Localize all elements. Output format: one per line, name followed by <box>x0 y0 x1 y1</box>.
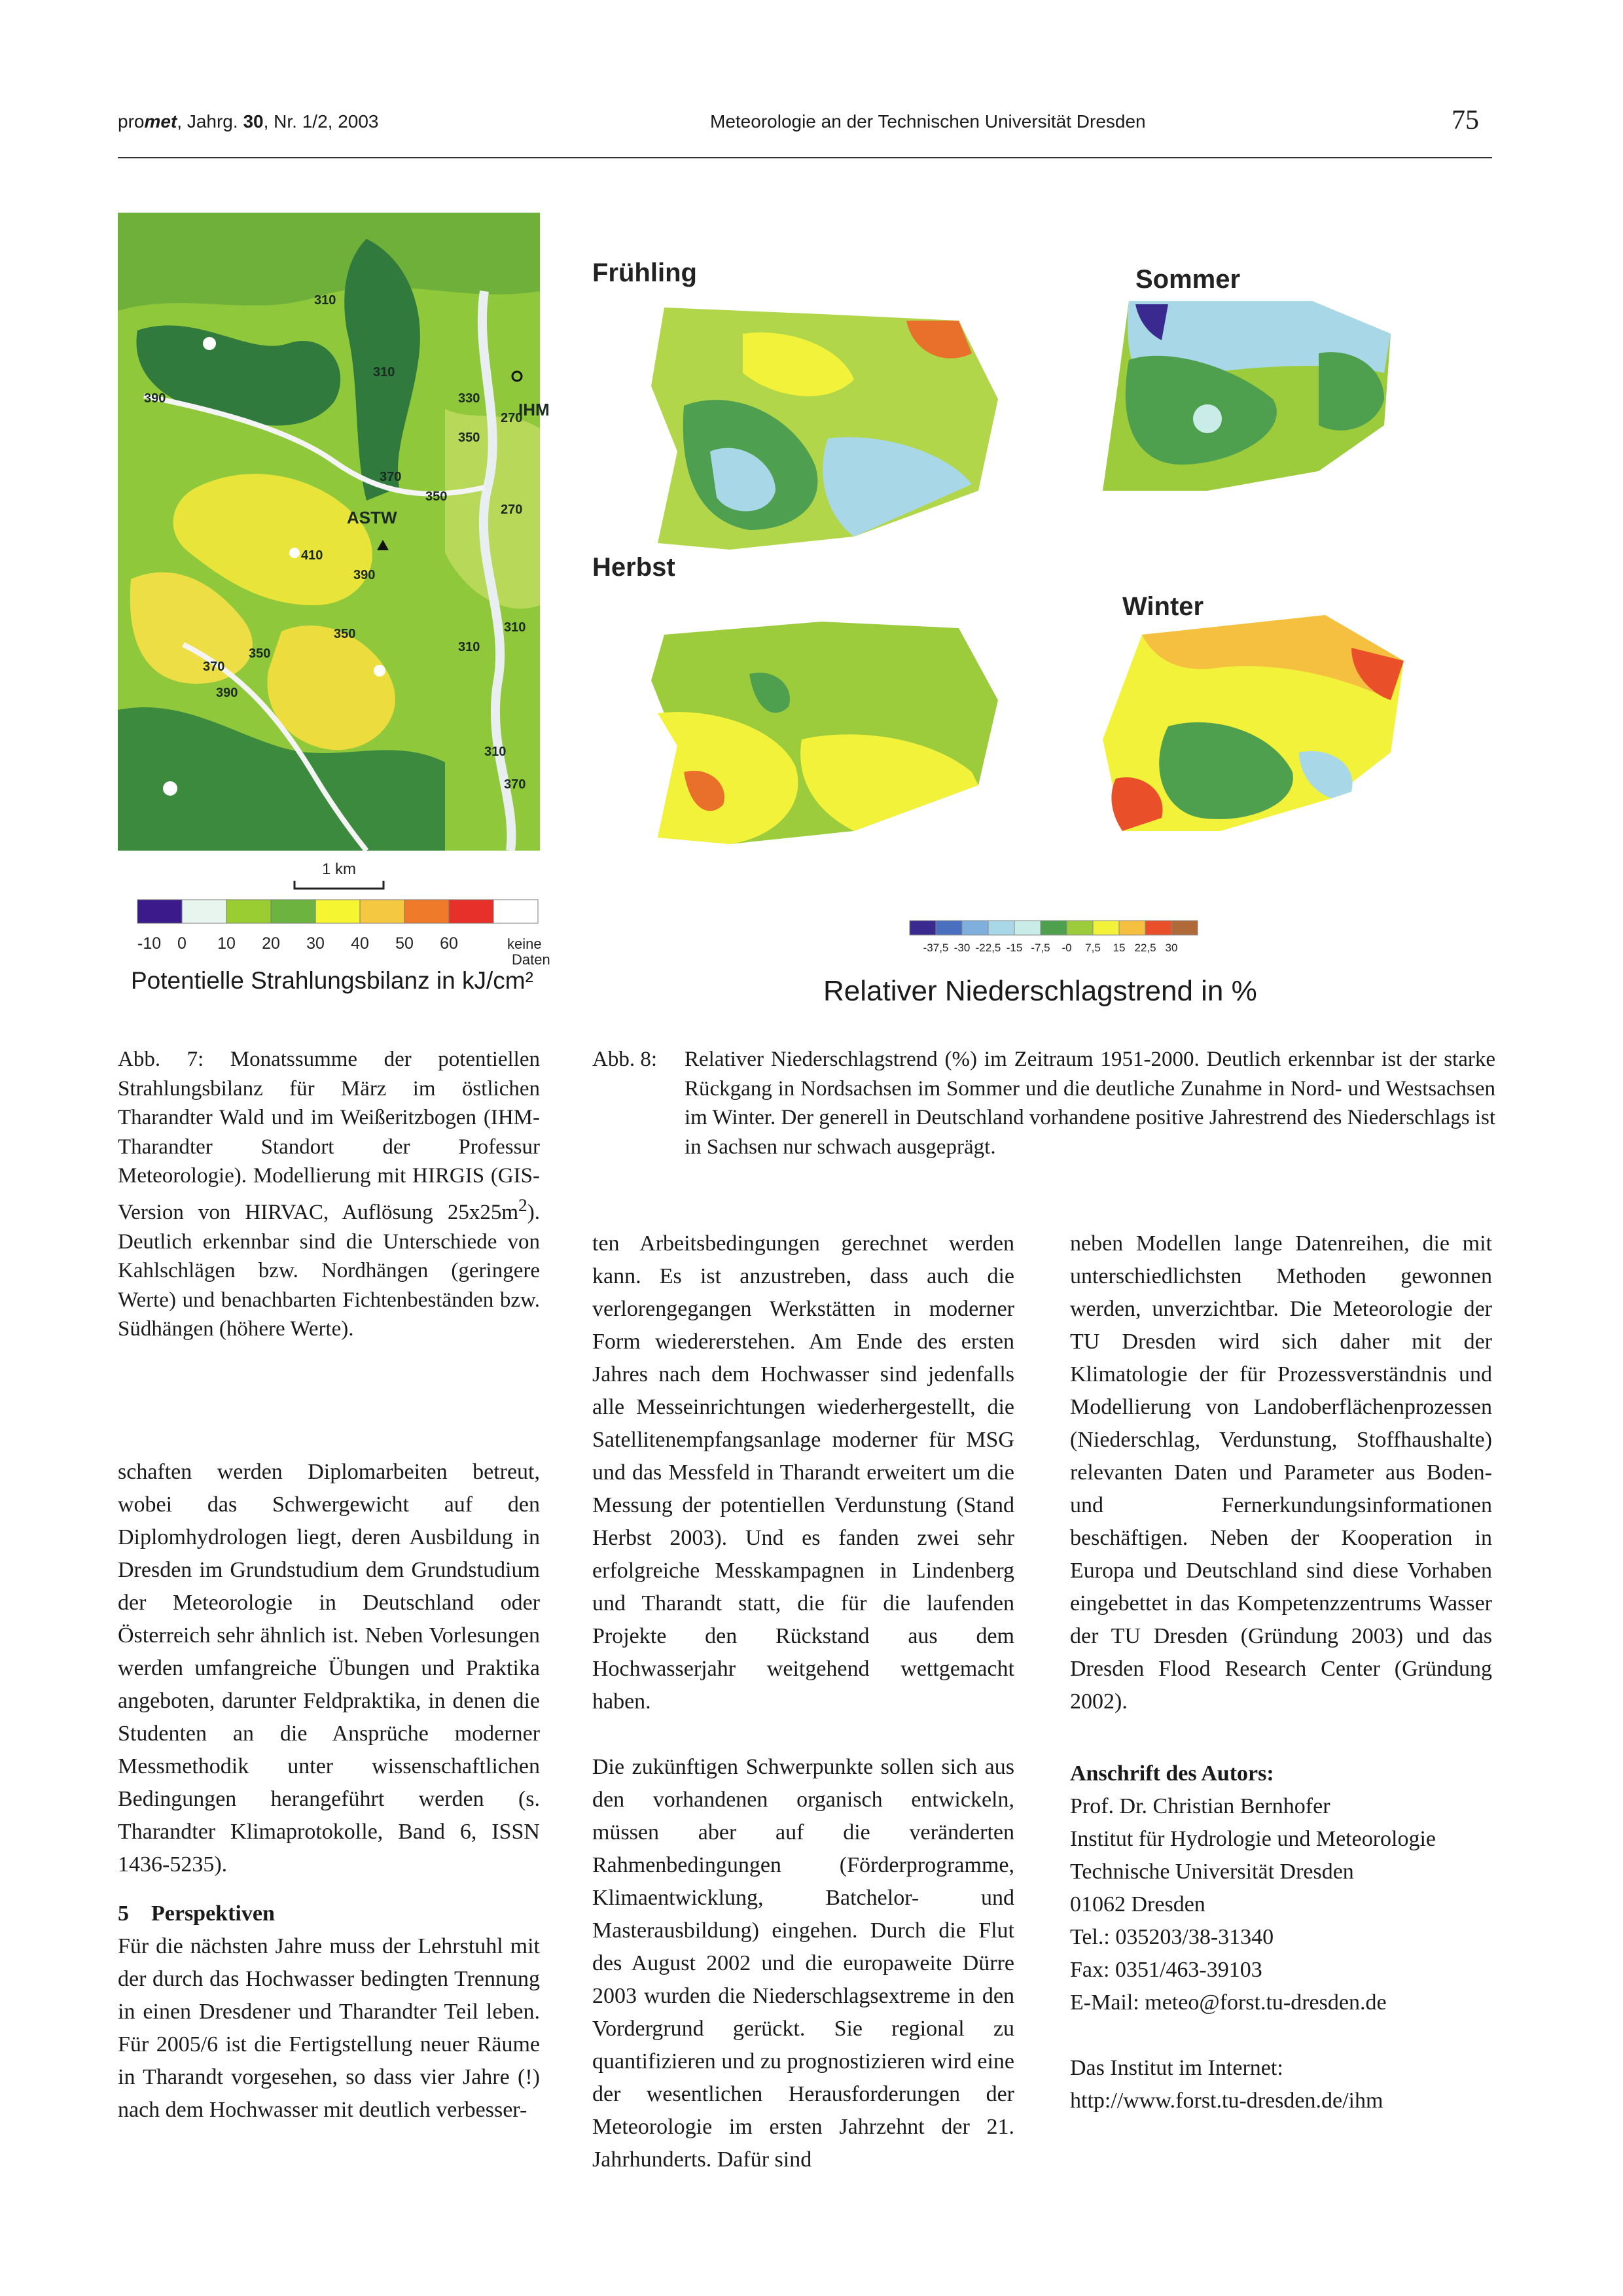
map-contour-label: 330 <box>458 391 480 406</box>
radiation-map <box>118 213 550 851</box>
header-rule <box>118 157 1492 158</box>
map-contour-label: 350 <box>249 646 271 661</box>
address-line: Prof. Dr. Christian Bernhofer <box>1070 1794 1330 1818</box>
legend-color-box <box>1119 921 1145 935</box>
legend-tick-labels <box>923 942 1178 954</box>
legend-color-boxes <box>137 900 538 923</box>
legend-tick-label: -37,5 <box>923 942 949 954</box>
map-contour-label: 390 <box>144 391 166 406</box>
paragraph: Für die nächsten Jahre muss der Lehrstuhl mit der durch das Hochwasser bedingten Trennung in einen Dresdener und Tharandter Teil leben. Für 2005/6 ist die Fertigstellung neuer Räume in Tharandt vorgesehen, so dass vier Jahre (!) nach dem Hochwasser mit deutlich verbesser- <box>118 1934 540 2122</box>
paragraph: neben Modellen lange Datenreihen, die mit unterschiedlichsten Methoden gewonnen werden, unverzichtbar. Die Meteorologie der TU Dresden wird sich daher mit der Klimatologie der für Prozessverständnis und Modellierung von Landoberflächenprozessen (Niederschlag, Verdunstung, Stoffhaushalte) relevanten Daten und Parameter aus Boden- und Fernerkundungsinformationen beschäftigen. Neben der Kooperation in Europa und Deutschland sind diese Vorhaben eingebettet in das Kompetenzzentrums Wasser der TU Dresden (Gründung 2003) und das Dresden Flood Research Center (Gründung 2002). <box>1070 1231 1492 1714</box>
legend-tick-labels <box>137 934 458 953</box>
journal-citation <box>118 111 378 132</box>
map-contour-label: 350 <box>334 627 356 641</box>
fig8-legend-title: Relativer Niederschlagstrend in % <box>823 975 1257 1007</box>
map-nodata-patch <box>374 665 385 677</box>
legend-color-box <box>137 900 182 923</box>
journal-name-pre: pro <box>118 111 145 132</box>
map-contour-label: 370 <box>380 470 402 484</box>
address-line: 01062 Dresden <box>1070 1892 1205 1916</box>
fig7-caption-text-end: ). Deutlich erkennbar sind die Unterschiede von Kahlschlägen bzw. Nordhängen (geringere Werte) und benachbarten Fichtenbeständen bzw. Südhängen (höhere Werte). <box>118 1200 540 1341</box>
map-ihm-label: IHM <box>518 400 550 419</box>
body-column-1 <box>118 1456 540 2127</box>
map-contour-label: 350 <box>425 489 448 504</box>
legend-color-box <box>936 921 962 935</box>
paragraph: schaften werden Diplomarbeiten betreut, wobei das Schwergewicht auf den Diplomhydrologen liegt, deren Ausbildung in Dresden im Grundstudium dem Grundstudium der Meteorologie in Deutschland oder Österreich sehr ähnlich ist. Neben Vorlesungen werden umfangreiche Übungen und Praktika angeboten, darunter Feldpraktika, in denen die Studenten an die Ansprüche moderner Messmethodik unter wissenschaftlichen Bedingungen herangeführt werden (s. Tharandter Klimaprotokolle, Band 6, ISSN 1436-5235). <box>118 1460 540 1877</box>
legend-tick-label: 0 <box>177 934 187 953</box>
map-scale-bar <box>293 858 385 891</box>
legend-tick-label: 22,5 <box>1134 942 1156 954</box>
paragraph: Die zukünftigen Schwerpunkte sollen sich aus den vorhandenen organisch entwickeln, müssen aber auf die veränderten Rahmenbedingungen (Förderprogramme, Klimaentwicklung, Batchelor- und Masterausbildung) eingehen. Durch die Flut des August 2002 und die europaweite Dürre 2003 wurden die Niederschlagsextreme in den Vordergrund gerückt. Sie regional zu quantifizieren und zu prognostizieren wird eine der wesentlichen Herausforderungen der Meteorologie im ersten Jahrzehnt der 21. Jahrhunderts. Dafür sind <box>592 1755 1014 2172</box>
legend-color-box <box>360 900 404 923</box>
legend-color-boxes <box>910 921 1198 935</box>
fig7-caption-sup: 2 <box>518 1194 527 1215</box>
legend-color-box <box>226 900 271 923</box>
panel-winter <box>1103 592 1404 831</box>
address-line: Institut für Hydrologie und Meteorologie <box>1070 1827 1436 1851</box>
email-link[interactable]: E-Mail: meteo@forst.tu-dresden.de <box>1070 1990 1387 2015</box>
map-nodata-patch <box>203 337 216 350</box>
map-contour-label: 350 <box>458 431 480 445</box>
map-contour-label: 270 <box>501 503 523 517</box>
institute-url-link[interactable]: http://www.forst.tu-dresden.de/ihm <box>1070 2089 1383 2113</box>
address-line: Fax: 0351/463-39103 <box>1070 1958 1262 1982</box>
map-contour-label: 310 <box>484 745 507 759</box>
legend-color-box <box>404 900 449 923</box>
page-number: 75 <box>1452 105 1479 135</box>
legend-color-box <box>910 921 936 935</box>
legend-tick-label: 7,5 <box>1085 942 1101 954</box>
legend-color-box <box>988 921 1014 935</box>
legend-color-box <box>1067 921 1093 935</box>
legend-tick-label: 40 <box>351 934 369 953</box>
body-column-2 <box>592 1227 1014 2176</box>
fig8-caption-text: Relativer Niederschlagstrend (%) im Zeitraum 1951-2000. Deutlich erkennbar ist der starke Rückgang in Nordsachsen im Sommer und die deutliche Zunahme in Nord- und Westsachsen im Winter. Der generell in Deutschland vorhandene positive Jahrestrend des Niederschlags ist in Sachsen nur schwach ausgeprägt. <box>685 1048 1495 1159</box>
legend-color-box <box>315 900 360 923</box>
panel-spring <box>592 258 998 550</box>
section-title: Perspektiven <box>151 1901 275 1926</box>
panel-autumn <box>592 553 998 844</box>
legend-tick-label: 30 <box>1165 942 1178 954</box>
scale-line <box>294 881 383 889</box>
paragraph: ten Arbeitsbedingungen gerechnet werden kann. Es ist anzustreben, dass auch die verlorengegangen Werkstätten in moderner Form wiedererstehen. Am Ende des ersten Jahres nach dem Hochwasser sind jedenfalls alle Messeinrichtungen wiederhergestellt, die Satellitenempfangsanlage moderner für MSG und das Messfeld in Tharandt erweitert um die Messung der potentiellen Verdunstung (Stand Herbst 2003). Und es fanden zwei sehr erfolgreiche Messkampagnen in Lindenberg und Tharandt statt, die für die laufenden Projekte den Rückstand aus dem Hochwasserjahr weitgehend wettgemacht haben. <box>592 1231 1014 1714</box>
map-contour-label: 310 <box>314 293 336 308</box>
precip-legend <box>895 917 1209 970</box>
fig7-caption-text: Abb. 7: Monatssumme der potentiellen Strahlungsbilanz für März im östlichen Tharandter Wald und im Weißeritzbogen (IHM-Tharandter Standort der Professur Meteorologie). Modellierung mit HIRGIS (GIS-Version von HIRVAC, Auflösung 25x25m <box>118 1048 540 1224</box>
legend-color-box <box>449 900 493 923</box>
map-astw-label: ASTW <box>347 508 397 527</box>
map-contour-label: 310 <box>373 365 395 380</box>
panel-label-spring: Frühling <box>592 258 697 287</box>
legend-color-box <box>271 900 315 923</box>
legend-tick-label: 20 <box>262 934 280 953</box>
journal-issue: , Nr. 1/2, 2003 <box>263 111 379 132</box>
precipitation-trend-maps <box>579 255 1495 910</box>
body-column-3 <box>1070 1227 1492 2117</box>
legend-color-box <box>182 900 226 923</box>
map-nodata-patch <box>163 781 177 796</box>
panel-label-summer: Sommer <box>1135 265 1241 294</box>
journal-name-em: met <box>144 111 177 132</box>
legend-tick-label: -22,5 <box>975 942 1001 954</box>
map-contour-label: 370 <box>203 660 225 674</box>
internet-label: Das Institut im Internet: <box>1070 2056 1283 2080</box>
legend-tick-label: 50 <box>395 934 414 953</box>
journal-year-label: , Jahrg. <box>177 111 243 132</box>
section-number: 5 <box>118 1901 129 1926</box>
map-contour-label: 390 <box>353 568 376 582</box>
section-heading <box>118 1898 540 1930</box>
legend-color-box <box>1014 921 1041 935</box>
legend-color-box <box>1041 921 1067 935</box>
map-contour-label: 310 <box>458 640 480 654</box>
panel-summer <box>1103 265 1391 491</box>
map-contour-label: 310 <box>504 620 526 635</box>
summer-contour-5 <box>1193 404 1222 433</box>
legend-color-box <box>1093 921 1119 935</box>
address-line: Tel.: 035203/38-31340 <box>1070 1925 1274 1949</box>
panel-label-winter: Winter <box>1122 592 1204 621</box>
map-nodata-patch <box>289 548 300 558</box>
legend-color-box <box>962 921 988 935</box>
map-contour-label: 390 <box>216 686 238 700</box>
fig8-caption-label: Abb. 8: <box>592 1048 657 1071</box>
legend-tick-label: 60 <box>440 934 458 953</box>
legend-tick-label: -10 <box>137 934 162 953</box>
legend-tick-label: 15 <box>1113 942 1126 954</box>
legend-color-box <box>493 900 538 923</box>
address-heading: Anschrift des Autors: <box>1070 1761 1274 1786</box>
journal-volume: 30 <box>243 111 264 132</box>
legend-tick-label: 30 <box>306 934 325 953</box>
legend-tick-label: -7,5 <box>1031 942 1050 954</box>
legend-nodata-label-2: Daten <box>512 951 550 968</box>
map-contour-label: 410 <box>301 548 323 563</box>
running-title: Meteorologie an der Technischen Universität Dresden <box>710 111 1146 132</box>
legend-color-box <box>1171 921 1198 935</box>
address-line: Technische Universität Dresden <box>1070 1860 1354 1884</box>
scale-label: 1 km <box>321 860 357 878</box>
legend-tick-label: -0 <box>1061 942 1072 954</box>
legend-tick-label: 10 <box>217 934 236 953</box>
fig7-legend-title: Potentielle Strahlungsbilanz in kJ/cm² <box>131 967 533 994</box>
panel-label-autumn: Herbst <box>592 553 675 582</box>
fig7-caption <box>118 1045 540 1344</box>
map-contour-label: 370 <box>504 777 526 792</box>
legend-tick-label: -30 <box>954 942 971 954</box>
legend-nodata-label-1: keine <box>507 936 542 952</box>
legend-color-box <box>1145 921 1171 935</box>
legend-tick-label: -15 <box>1006 942 1023 954</box>
map-contour-label: 270 <box>501 411 523 425</box>
